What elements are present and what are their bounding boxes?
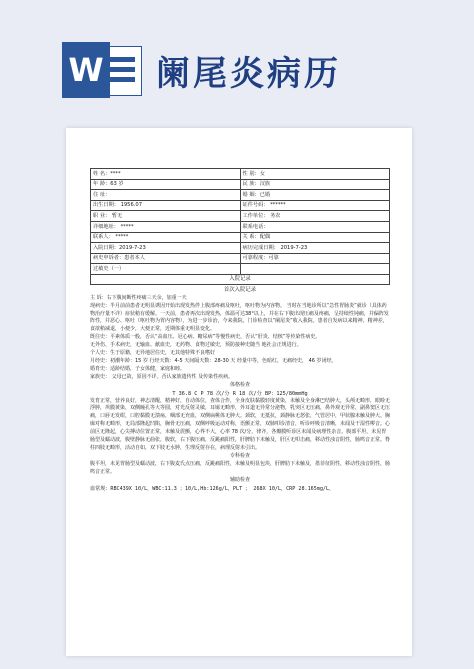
info-cell-left: 职 业： 暂无 [91,211,241,222]
info-cell-left: 年 龄：63 岁 [91,179,241,190]
present-illness: 现病史：半月前前患者无明显诱因开始出现发热伴上腹部疼痛及呕吐，呕吐物为内容物。 当时在当地诊所以“急性胃肠炎”就诊（具体药物治疗量不详）症状稍有缓解。一天前，患者再次出现发热，体温可达38°以上，并在右下腹出现压痛及疼痛，呈持续性钝痛，并偏阵发阵性，并恶心、呕吐（呕吐物为胃内容物），为进一步诊治，今来我院。门诊检查以“阑尾炎”收入我院。患者自发病以来精神、精神差，食欲稍减退，小便少，大便正常，近期体重无明显变化。 [90,302,389,333]
info-cell-left: 姓 名：**** [91,169,241,180]
info-row [91,179,390,190]
info-cell-right [240,264,390,275]
personal-history: 个人史：生于原籍，无异地居住史，无其他特殊不良嗜好 [90,350,216,357]
info-row [91,200,390,211]
patient-info-table [90,168,390,275]
vital-signs: T 36.8 C P 78 次/分 R 18 次/分 BP：125/80mmHg [172,390,308,397]
info-cell-right: 关 系：配偶 [240,232,390,243]
info-cell-left: 入院日期：2019-7-23 [91,243,241,254]
info-cell-right: 性 别：女 [240,169,390,180]
info-cell-left: 详细地址： ***** [91,221,241,232]
info-cell-right: 联系电话： [240,221,390,232]
special-exam-title: 专科检查 [229,452,250,459]
auxiliary-exam-title: 辅助检查 [229,476,250,483]
info-cell-left: 过敏史（一） [91,264,241,275]
page-title: 阑尾炎病历 [156,54,341,94]
header [0,0,474,118]
info-row [91,232,390,243]
info-row [91,221,390,232]
info-row [91,211,390,222]
info-cell-right: 工作单位： 务农 [240,211,390,222]
info-cell-right: 病历完成日期： 2019-7-23 [240,243,390,254]
surgery-history: 无外伤、手术病史，无输血、献血史，无药物、食物过敏史，预防接种史随当 地社会正规进行。 [90,342,302,349]
chief-complaint: 主 诉：右下腹间断性疼痛三天余，加重一天 [90,294,187,301]
info-row [91,264,390,275]
info-cell-right: 证件号码： ****** [240,200,390,211]
info-cell-left: 联系人： ***** [91,232,241,243]
info-cell-right: 可靠程度：可靠 [240,253,390,264]
info-cell-left: 住 址： [91,190,241,201]
marital-history: 婚育史：适龄结婚，子女体健，家庭和睦。 [90,365,186,372]
info-cell-left: 病史申诉者：患者本人 [91,253,241,264]
info-cell-right: 婚 姻：已婚 [240,190,390,201]
word-document-icon [62,42,140,98]
section-label: 入院记录 [90,275,390,285]
special-exam-text: 腹平坦，未见胃肠型及蠕动波，右下腹麦氏点压痛，反跳痛阳性，未触及明显包块，肝脾肋下未触及，墨菲征阴性，移动性浊音阴性，肠鸣音正常。 [90,460,391,475]
family-history: 家族史： 父母已故，原因不详。否认家族遗传性 及传染性疾病。 [90,373,234,380]
physical-exam-text: 发育正常，营养良好，神志清醒，精神好，自动体位，查体合作，全身皮肤黏膜轻度黄染，未触及全身淋巴结肿大，头颅无畸形，眼睑无浮肿，巩膜黄染，双侧瞳孔等大等圆，对光反射灵敏，耳廓无畸形，外耳道无异常分泌物，乳突区无压痛，鼻外观无异常，副鼻窦区无压痛，口唇无发绀，口腔黏膜无溃疡，咽部无充血，双侧扁桃体无肿大。颈软，无抵抗，颈静脉无怒张，气管居中，甲状腺未触及肿大。胸廓对称无畸形，无局部隆起凹陷，胸骨无压痛，双侧呼吸运动对称，语颤正常，双肺叩诊清音，听诊呼吸音清晰，未闻及干湿性啰音。心前区无隆起，心尖搏动位置正常，未触及震颤，心界不大，心率 78 次/分，律齐，各瓣膜听诊区未闻及病理性杂音。腹部平坦，未见胃肠型及蠕动波，腹壁静脉无曲张，腹软，右下腹压痛，反跳痛阳性，肝脾肋下未触及，肝区无叩击痛，移动性浊音阴性，肠鸣音正常。脊柱四肢无畸形，活动自如，双下肢无水肿，生理反射存在，病理反射未引出。 [90,397,391,451]
info-row [91,169,390,180]
info-cell-left: 出生日期： 1956.07 [91,200,241,211]
info-row [91,243,390,254]
info-row [91,190,390,201]
lab-results: 血常规：RBC439X 10/L，WBC:11.3 ；10/L,Hb:126g/L，PLT ； 268X 10/L，CRP 28.165mg/L， [90,485,335,492]
word-logo-tile: W [62,42,110,98]
physical-exam-title: 体格检查 [229,381,250,388]
menstrual-history: 月经史：初潮年龄：15 岁 行经天数：4-5 天间隔天数：28-30 天 经量中等，色暗红，无痛经史， 46 岁闭经。 [90,357,337,364]
document-content [90,168,390,493]
info-row [91,253,390,264]
record-title: 首次入院记录 [223,286,257,293]
info-cell-right: 民 族：汉族 [240,179,390,190]
past-history: 既往史：平素体质一般，否认“高血压、冠心病、糖尿病”等慢性病史，否认“肝炎、结核”等传染性病史。 [90,334,321,341]
